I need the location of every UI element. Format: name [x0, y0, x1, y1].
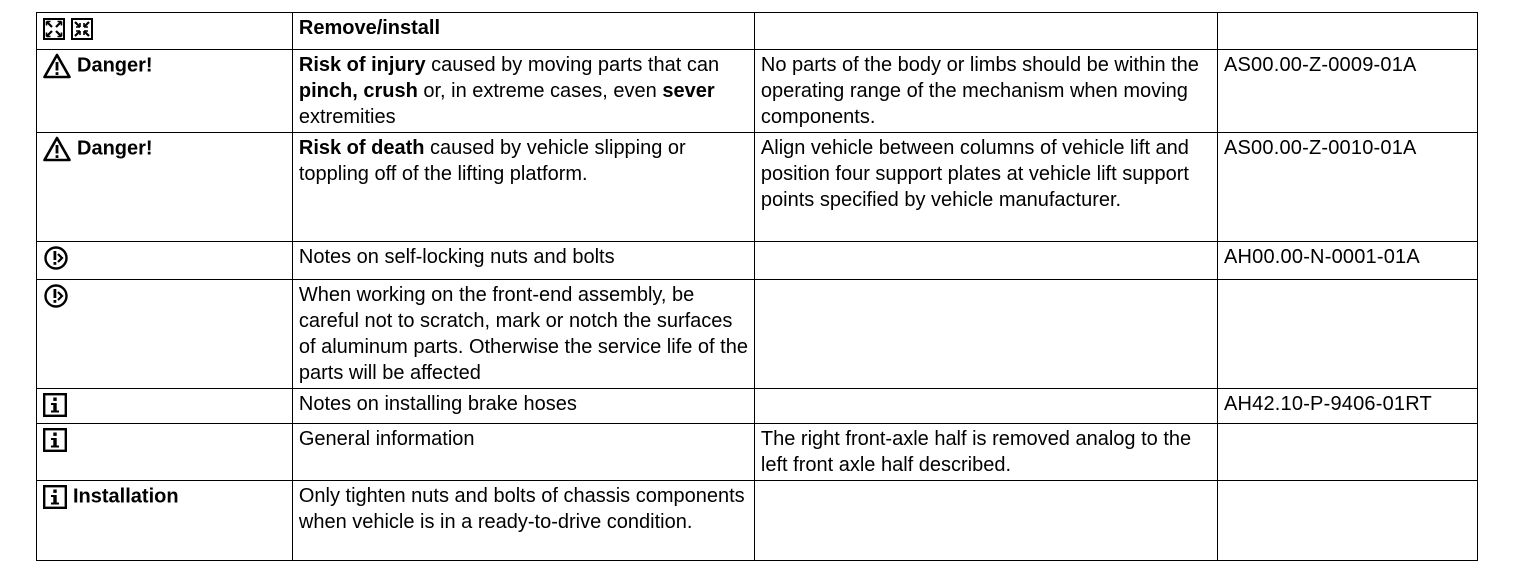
- table-row: [37, 481, 1478, 561]
- risk-text-bold: sever: [662, 80, 715, 102]
- text-cell: [292, 13, 754, 50]
- table-row: [37, 424, 1478, 481]
- text-cell: [292, 424, 754, 481]
- ref-cell: [1217, 481, 1477, 561]
- risk-text: or, in extreme cases, even: [417, 80, 663, 102]
- ref-cell: [1217, 424, 1477, 481]
- document-reference: AH42.10-P-9406-01RT: [1223, 393, 1432, 415]
- text-cell: [292, 133, 754, 242]
- action-cell: [754, 13, 1217, 50]
- risk-text-bold: pinch, crush: [298, 80, 418, 102]
- action-text: No parts of the body or limbs should be within the operating range of the mechanism when moving components.: [760, 54, 1199, 128]
- icon-cell: [37, 50, 293, 133]
- warning-triangle-icon: [43, 136, 71, 162]
- text-cell: [292, 242, 754, 280]
- table-row: [37, 50, 1478, 133]
- info-icon: [43, 428, 67, 452]
- risk-text: caused by moving parts that can: [425, 54, 720, 76]
- action-cell: [754, 481, 1217, 561]
- action-cell: [754, 424, 1217, 481]
- section-title: Remove/install: [298, 17, 441, 39]
- action-cell: [754, 389, 1217, 424]
- remove-icon: [43, 18, 65, 40]
- danger-label: Danger!: [77, 54, 153, 77]
- icon-cell: [37, 424, 293, 481]
- risk-text-bold: Risk of injury: [298, 54, 426, 76]
- table-row: [37, 280, 1478, 389]
- info-icon: [43, 485, 67, 509]
- text-cell: [292, 481, 754, 561]
- icon-cell: [37, 389, 293, 424]
- danger-label: Danger!: [77, 137, 153, 160]
- action-text: The right front-axle half is removed analog to the left front axle half described.: [760, 428, 1192, 476]
- table-row: [37, 133, 1478, 242]
- procedure-table: [36, 12, 1478, 561]
- table-row: [37, 389, 1478, 424]
- info-icon: [43, 393, 67, 417]
- ref-cell: [1217, 389, 1477, 424]
- table-row: [37, 13, 1478, 50]
- ref-cell: [1217, 50, 1477, 133]
- text-cell: [292, 389, 754, 424]
- installation-label: Installation: [73, 485, 179, 508]
- document-reference: AS00.00-Z-0009-01A: [1223, 54, 1417, 76]
- icon-cell: [37, 280, 293, 389]
- action-cell: [754, 133, 1217, 242]
- ref-cell: [1217, 13, 1477, 50]
- note-circle-icon: [43, 245, 69, 271]
- ref-cell: [1217, 280, 1477, 389]
- text-cell: [292, 50, 754, 133]
- note-text: General information: [298, 428, 475, 450]
- document-reference: AH00.00-N-0001-01A: [1223, 246, 1420, 268]
- action-cell: [754, 242, 1217, 280]
- action-text: Align vehicle between columns of vehicle lift and position four support plates at vehicle lift support points specified by vehicle manufacturer.: [760, 137, 1189, 211]
- table-row: [37, 242, 1478, 280]
- risk-text-bold: Risk of death: [298, 137, 425, 159]
- icon-cell: [37, 133, 293, 242]
- risk-text: extremities: [298, 106, 396, 128]
- action-cell: [754, 50, 1217, 133]
- risk-text: caused by vehicle slipping or toppling off of the lifting platform.: [298, 137, 686, 185]
- warning-triangle-icon: [43, 53, 71, 79]
- document-reference: AS00.00-Z-0010-01A: [1223, 137, 1417, 159]
- note-text: Notes on self-locking nuts and bolts: [298, 246, 615, 268]
- install-icon: [71, 18, 93, 40]
- note-circle-icon: [43, 283, 69, 309]
- action-cell: [754, 280, 1217, 389]
- ref-cell: [1217, 133, 1477, 242]
- text-cell: [292, 280, 754, 389]
- note-text: Only tighten nuts and bolts of chassis components when vehicle is in a ready-to-drive condition.: [298, 485, 745, 533]
- ref-cell: [1217, 242, 1477, 280]
- icon-cell: [37, 13, 293, 50]
- note-text: Notes on installing brake hoses: [298, 393, 577, 415]
- icon-cell: [37, 481, 293, 561]
- icon-cell: [37, 242, 293, 280]
- note-text: When working on the front-end assembly, be careful not to scratch, mark or notch the surfaces of aluminum parts. Otherwise the service life of the parts will be affected: [298, 284, 748, 384]
